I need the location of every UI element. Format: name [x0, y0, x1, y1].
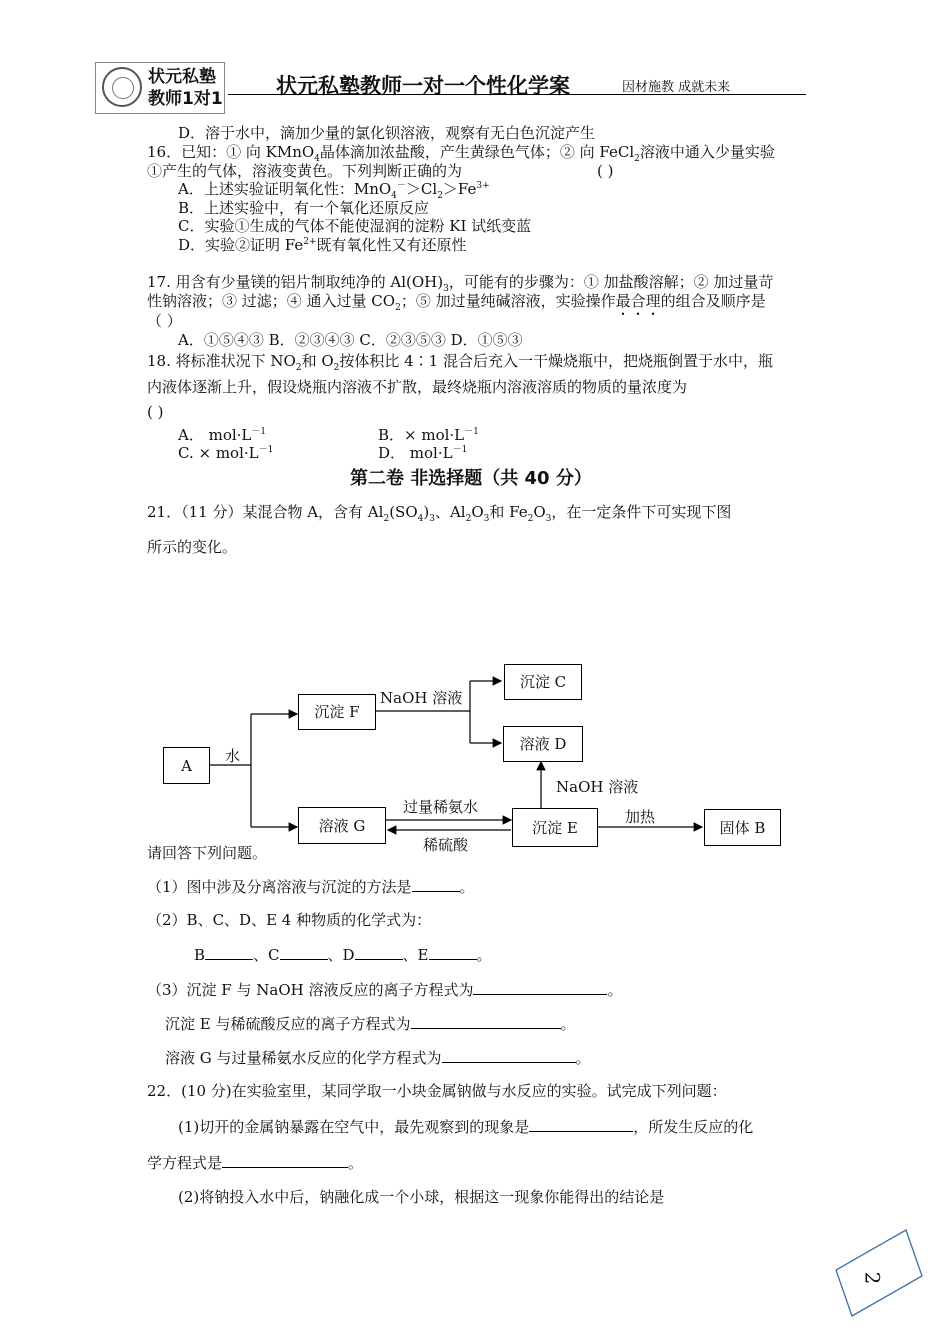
q21-part3: （3）沉淀 F 与 NaOH 溶液反应的离子方程式为 。	[147, 981, 623, 999]
header-motto: 因材施教 成就未来	[622, 80, 731, 95]
logo-line1: 状元私塾	[148, 67, 216, 87]
q21-line2: 所示的变化。	[147, 538, 238, 556]
page-number: 2	[860, 1271, 885, 1285]
node-solution-g: 溶液 G	[298, 807, 386, 844]
q18-line1: 18. 将标准状况下 $NO_2$和 $O_2$按体积比 4∶1 混合后充入一干燥烧瓶中，把烧瓶倒置于水中，瓶	[147, 352, 774, 373]
q16-answer-paren: ( )	[597, 162, 614, 180]
q18-option-b: B．× $mol\cdot L^{-1}$	[378, 426, 479, 444]
q18-line2: 内液体逐渐上升，假设烧瓶内溶液不扩散，最终烧瓶内溶液溶质的物质的量浓度为	[147, 378, 688, 396]
node-a: A	[163, 747, 210, 784]
q18-option-d: D． $mol\cdot L^{-1}$	[378, 444, 468, 462]
answer-blank[interactable]	[442, 1048, 576, 1063]
section2-title: 第二卷 非选择题（共 40 分）	[350, 468, 592, 489]
answer-blank[interactable]	[412, 877, 460, 892]
answer-blank-d[interactable]	[355, 945, 403, 960]
answer-blank-e[interactable]	[429, 945, 477, 960]
answer-blank[interactable]	[411, 1014, 561, 1029]
q17-answer-paren: （ ）	[147, 312, 182, 330]
label-naoh-right: NaOH 溶液	[556, 778, 639, 796]
answer-blank[interactable]	[529, 1117, 633, 1132]
q21-line1: 21．（11 分）某混合物 A，含有 $Al_2(SO_4)_3$、$Al_2O_3$和 $Fe_2O_3$，在一定条件下可实现下图	[147, 503, 732, 524]
q17-line1: 17. 用含有少量镁的铝片制取纯净的 $Al(OH)_3$，可能有的步骤为：① 加盐酸溶解；② 加过量苛	[147, 273, 774, 294]
q21-part3b: 沉淀 E 与稀硫酸反应的离子方程式为 。	[165, 1015, 576, 1033]
logo-line2: 教师1对1	[148, 89, 223, 109]
q16-stem-line2: ①产生的气体，溶液变黄色。下列判断正确的为	[147, 162, 463, 180]
q16-option-b: B．上述实验中，有一个氧化还原反应	[178, 199, 430, 217]
q15-option-d: D．溶于水中，滴加少量的氯化钡溶液，观察有无白色沉淀产生	[178, 124, 596, 142]
q22-part1-line2: 学方程式是 。	[147, 1154, 364, 1172]
q17-line2: 性钠溶液；③ 过滤；④ 通入过量 $CO_2$；⑤ 加过量纯碱溶液，实验操作最合理的组合及顺序是	[147, 292, 766, 313]
node-precipitate-c: 沉淀 C	[504, 664, 582, 700]
q16-option-c: C．实验①生成的气体不能使湿润的淀粉 KI 试纸变蓝	[178, 217, 532, 235]
label-naoh-top: NaOH 溶液	[380, 689, 463, 707]
node-solid-b: 固体 B	[704, 809, 781, 846]
answer-blank-b[interactable]	[205, 945, 253, 960]
q21-part2: （2）B、C、D、E 4 种物质的化学式为：	[147, 911, 432, 929]
q18-answer-paren: ( )	[147, 403, 164, 421]
answer-blank-c[interactable]	[280, 945, 328, 960]
node-precipitate-f: 沉淀 F	[298, 694, 376, 730]
q18-option-c: C. × $mol\cdot L^{-1}$	[178, 444, 274, 462]
answer-blank[interactable]	[473, 980, 607, 995]
q21-part1: （1）图中涉及分离溶液与沉淀的方法是 。	[147, 878, 475, 896]
q16-option-d: D．实验②证明 $Fe^{2+}$既有氧化性又有还原性	[178, 236, 467, 254]
label-sulfuric-acid: 稀硫酸	[423, 836, 469, 854]
node-solution-d: 溶液 D	[503, 726, 583, 762]
q21-part2-blanks: B 、C 、D 、E 。	[194, 946, 492, 964]
q21-part3c: 溶液 G 与过量稀氨水反应的化学方程式为 。	[165, 1049, 591, 1067]
q16-option-a: A．上述实验证明氧化性：$MnO_4^->Cl_2>Fe^{3+}$	[178, 180, 490, 201]
q17-options: A．①⑤④③ B．②③④③ C．②③⑤③ D．①⑤③	[178, 331, 523, 349]
answer-blank[interactable]	[222, 1153, 348, 1168]
header-title: 状元私塾教师一对一个性化学案	[276, 74, 570, 98]
q18-option-a: A． $mol\cdot L^{-1}$	[178, 426, 267, 444]
label-ammonia: 过量稀氨水	[403, 798, 479, 816]
q21-prompt: 请回答下列问题。	[147, 844, 268, 862]
label-water: 水	[225, 747, 241, 765]
q22-part1: (1)切开的金属钠暴露在空气中，最先观察到的现象是 ，所发生反应的化	[178, 1118, 754, 1136]
q22-line1: 22．(10 分)在实验室里，某同学取一小块金属钠做与水反应的实验。试完成下列问题：	[147, 1082, 727, 1100]
q16-stem-line1: 16．已知：① 向 KMnO$_4$晶体滴加浓盐酸，产生黄绿色气体；② 向 FeCl$_2$溶液中通入少量实验	[147, 143, 775, 164]
node-precipitate-e: 沉淀 E	[512, 808, 598, 847]
q22-part2: (2)将钠投入水中后，钠融化成一个小球，根据这一现象你能得出的结论是	[178, 1188, 665, 1206]
label-heat: 加热	[625, 808, 656, 826]
